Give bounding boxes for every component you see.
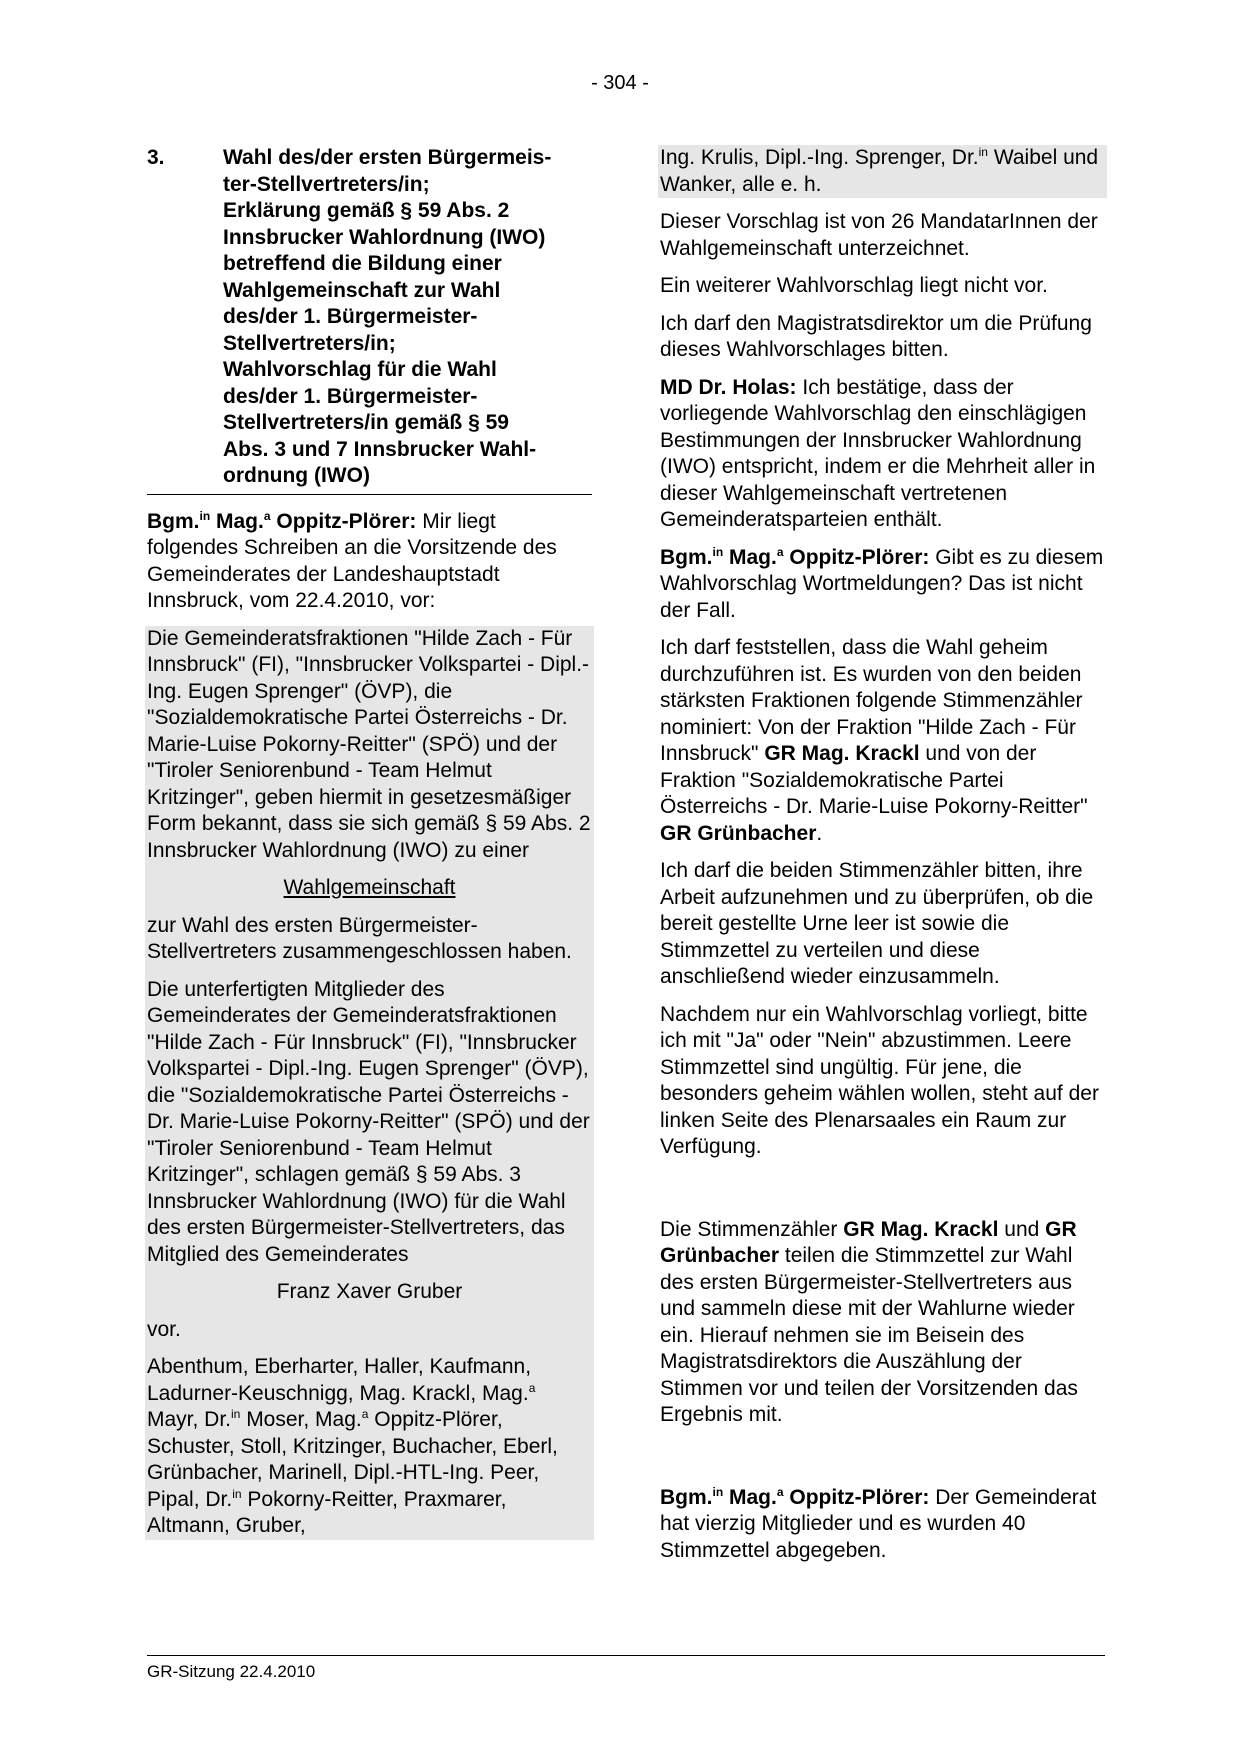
paragraph: Ein weiterer Wahlvorschlag liegt nicht vor. (660, 274, 1048, 297)
spacer (660, 1172, 1105, 1217)
title-line: ordnung (IWO) (223, 464, 370, 487)
quoted-letter (145, 626, 594, 1540)
paragraph: Nachdem nur ein Wahlvorschlag vorliegt, bitte ich mit "Ja" oder "Nein" abzustimmen. Leere Stimmzettel sind ungültig. Für jene, die besonders geheim wählen wollen, steht auf der linken Seite des Plenarsaales ein Raum zur Verfügung. (660, 1002, 1099, 1158)
agenda-item-title (223, 145, 592, 490)
chair-statement-intro: Bgm.$^{in}$ Mag.$^a$ Oppitz-Plörer: Mir liegt folgendes Schreiben an die Vorsitzende des Gemeinderates der Landeshauptstadt Innsbruck, vom 22.4.2010, vor: (147, 508, 557, 612)
spacer (660, 1440, 1105, 1485)
title-line: Wahlgemeinschaft zur Wahl (223, 278, 501, 302)
md-statement: MD Dr. Holas: Ich bestätige, dass der vorliegende Wahlvorschlag den einschlägigen Bestimmungen der Innsbrucker Wahlordnung (IWO) entspricht, indem er die Mehrheit aller in dieser Wahlgemeinschaft vertretenen Gemeinderatsparteien enthält. (660, 375, 1096, 531)
signatories-list: Abenthum, Eberharter, Haller, Kaufmann, Ladurner-Keuschnigg, Mag. Krackl, Mag.$^a$ Mayr, Dr.$^{in}$ Moser, Mag.$^a$ Oppitz-Plörer, Schuster, Stoll, Kritzinger, Buchacher, Eberl, Grünbacher, Marinell, Dipl.-HTL-Ing. Peer, Pipal, Dr.$^{in}$ Pokorny-Reitter, Praxmarer, Altmann, Gruber, (147, 1355, 558, 1537)
paragraph: Dieser Vorschlag ist von 26 MandatarInnen der Wahlgemeinschaft unterzeichnet. (660, 210, 1098, 260)
title-line: Erklärung gemäß § 59 Abs. 2 (223, 199, 510, 222)
paragraph: Ich darf feststellen, dass die Wahl geheim durchzuführen ist. Es wurden von den beiden stärksten Fraktionen folgende Stimmenzähler nominiert: Von der Fraktion "Hilde Zach - Für Innsbruck" GR Mag. Krackl und von der Fraktion "Sozialdemokratische Partei Österreichs - Dr. Marie-Luise Pokorny-Reitter" GR Grünbacher. (660, 636, 1088, 845)
title-line: des/der 1. Bürgermeister- (223, 384, 478, 408)
agenda-item-number: 3. (147, 146, 165, 169)
footer-divider (147, 1655, 1105, 1656)
left-column (147, 145, 592, 1540)
procedure-note: Die Stimmenzähler GR Mag. Krackl und GR Grünbacher teilen die Stimmzettel zur Wahl des ersten Bürgermeister-Stellvertreters aus und sammeln diese mit der Wahlurne wieder ein. Hierauf nehmen sie im Beisein des Magistratsdirektors die Auszählung der Stimmen vor und teilen der Vorsitzenden das Ergebnis mit. (660, 1217, 1078, 1426)
speaker-label: Bgm.$^{in}$ Mag.$^a$ Oppitz-Plörer: (660, 544, 930, 569)
paragraph: Ich darf den Magistratsdirektor um die Prüfung dieses Wahlvorschlages bitten. (660, 311, 1092, 361)
footer-session-date: GR-Sitzung 22.4.2010 (147, 1662, 316, 1681)
letter-paragraph: zur Wahl des ersten Bürgermeister-Stellvertreters zusammengeschlossen haben. (147, 913, 572, 963)
speaker-label: MD Dr. Holas: (660, 375, 797, 399)
chair-statement: Bgm.$^{in}$ Mag.$^a$ Oppitz-Plörer: Gibt es zu diesem Wahlvorschlag Wortmeldungen? Das ist nicht der Fall. (660, 544, 1104, 622)
title-line: Stellvertreters/in; (223, 331, 396, 355)
title-line: Wahlvorschlag für die Wahl (223, 358, 497, 381)
title-line: des/der 1. Bürgermeister- (223, 305, 478, 328)
speaker-label: Bgm.$^{in}$ Mag.$^a$ Oppitz-Plörer: (660, 1484, 930, 1509)
letter-paragraph: Die Gemeinderatsfraktionen "Hilde Zach - Für Innsbruck" (FI), "Innsbrucker Volkspartei - Dipl.-Ing. Eugen Sprenger" (ÖVP), die "Sozialdemokratische Partei Österreichs - Dr. Marie-Luise Pokorny-Reitter" (SPÖ) und der "Tiroler Seniorenbund - Team Helmut Kritzinger", geben hiermit in gesetzesmäßiger Form bekannt, dass sie sich gemäß § 59 Abs. 2 Innsbrucker Wahlordnung (IWO) zu einer (147, 626, 591, 862)
title-line: Wahl des/der ersten Bürgermeis- (223, 146, 552, 169)
page-number: - 304 - (591, 72, 649, 94)
letter-heading: Wahlgemeinschaft (283, 876, 456, 899)
title-line: Innsbrucker Wahlordnung (IWO) (223, 225, 546, 249)
candidate-name: Franz Xaver Gruber (276, 1280, 463, 1303)
right-column (660, 145, 1105, 1575)
signatories-list-continued: Ing. Krulis, Dipl.-Ing. Sprenger, Dr.$^{in}$ Waibel und Wanker, alle e. h. (660, 145, 1099, 196)
title-line: Abs. 3 und 7 Innsbrucker Wahl- (223, 437, 537, 461)
quoted-letter-continued (658, 145, 1107, 198)
agenda-item-header (147, 145, 592, 495)
title-line: Stellvertreters/in gemäß § 59 (223, 411, 509, 434)
title-line: ter-Stellvertreters/in; (223, 172, 430, 196)
letter-paragraph: Die unterfertigten Mitglieder des Gemeinderates der Gemeinderatsfraktionen "Hilde Zach - Für Innsbruck" (FI), "Innsbrucker Volkspartei - Dipl.-Ing. Eugen Sprenger" (ÖVP), die "Sozialdemokratische Partei Österreichs - Dr. Marie-Luise Pokorny-Reitter" (SPÖ) und der "Tiroler Seniorenbund - Team Helmut Kritzinger", schlagen gemäß § 59 Abs. 3 Innsbrucker Wahlordnung (IWO) für die Wahl des ersten Bürgermeister-Stellvertreters, das Mitglied des Gemeinderates (147, 977, 590, 1266)
title-line: betreffend die Bildung einer (223, 252, 502, 275)
letter-vor: vor. (147, 1317, 181, 1341)
speaker-label: Bgm.$^{in}$ Mag.$^a$ Oppitz-Plörer: (147, 508, 417, 533)
chair-statement: Bgm.$^{in}$ Mag.$^a$ Oppitz-Plörer: Der Gemeinderat hat vierzig Mitglieder und es wurden 40 Stimmzettel abgegeben. (660, 1484, 1097, 1562)
paragraph: Ich darf die beiden Stimmenzähler bitten, ihre Arbeit aufzunehmen und zu überprüfen, ob die bereit gestellte Urne leer ist sowie die Stimmzettel zu verteilen und diese anschließend wieder einzusammeln. (660, 859, 1094, 988)
